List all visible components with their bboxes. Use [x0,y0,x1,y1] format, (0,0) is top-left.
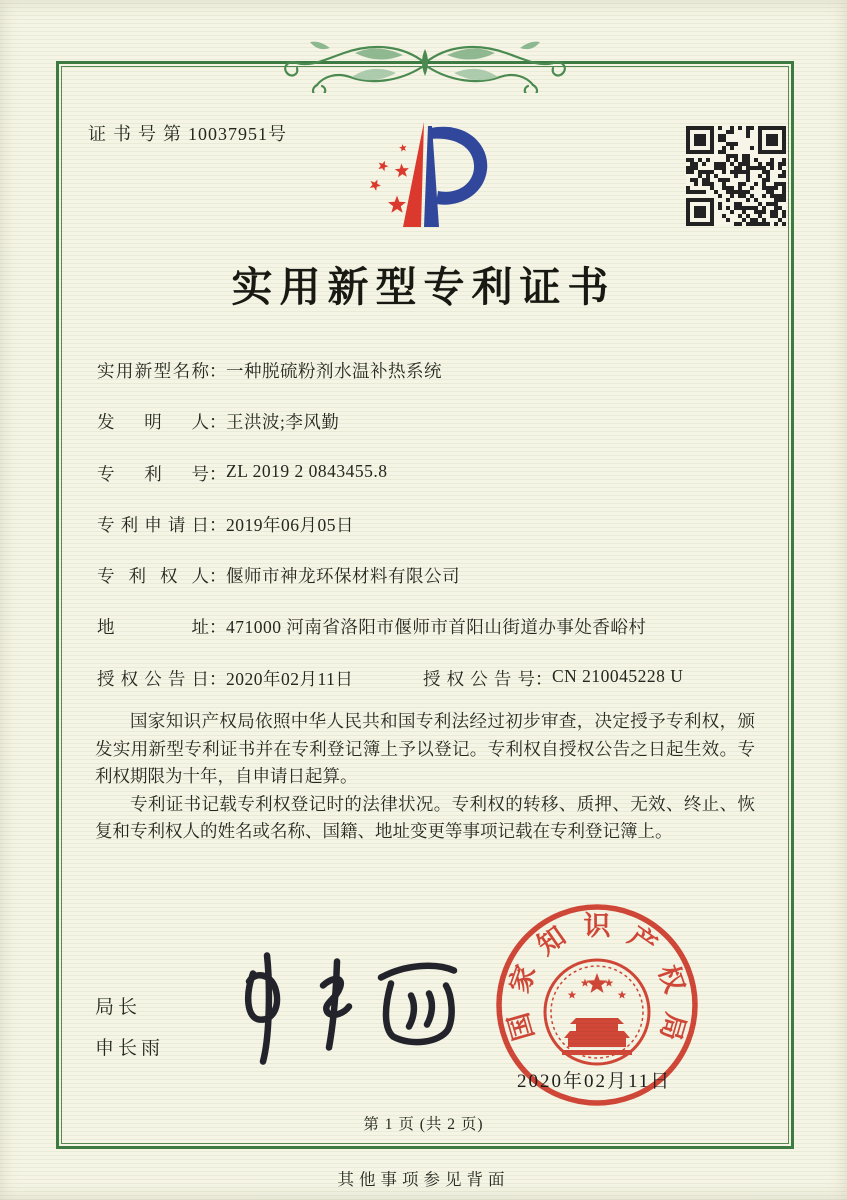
flourish-center-leaf [422,49,428,76]
paragraph: 专利证书记载专利权登记时的法律状况。专利权的转移、质押、无效、终止、恢复和专利权人的姓名或名称、国籍、地址变更等事项记载在专利登记簿上。 [95,793,755,841]
field-label: 实用新型名称 [97,361,209,381]
field-label: 地址 [97,617,209,638]
national-emblem-icon [545,960,649,1064]
legal-text [95,708,755,846]
grant-no-value: CN 210045228 U [552,666,684,686]
field-row-address [97,614,757,665]
svg-text:家: 家 [504,961,542,997]
field-row-patentee [97,563,757,614]
field-row-patent-no [97,461,757,512]
field-colon: ： [209,566,227,587]
grant-date-label: 授权公告日 [97,669,209,689]
field-colon: ： [209,361,227,381]
director-name: 申长雨 [95,1038,165,1059]
director-title: 局长 [95,997,142,1018]
field-colon: ： [209,617,227,638]
svg-text:产: 产 [622,920,663,961]
vine-flourish-icon [282,33,568,93]
field-row-name [97,358,757,409]
logo-p-bowl [429,127,487,205]
cert-number [88,120,293,146]
logo-stars [370,144,409,213]
grant-row [97,666,787,691]
field-colon: ： [209,669,227,689]
logo-red-wedge [403,122,424,227]
certificate-title: 实用新型专利证书 [231,264,616,310]
field-colon: ： [209,463,227,484]
field-label: 专利权人 [97,566,209,587]
grant-date-value: 2020年02月11日 [226,669,354,689]
cert-number-suffix: 号 [268,124,293,144]
svg-text:知: 知 [531,920,572,961]
field-value: 偃师市神龙环保材料有限公司 [226,566,460,587]
page-number: 第 1 页 (共 2 页) [363,1116,484,1133]
cert-number-digits: 10037951 [188,124,268,144]
field-colon: ： [209,514,227,535]
svg-text:识: 识 [583,911,611,942]
field-value: 471000 河南省洛阳市偃师市首阳山街道办事处香峪村 [226,617,647,638]
qr-code [686,126,786,226]
cnipa-logo-icon [337,108,512,238]
field-value: 王洪波;李风勤 [226,412,340,433]
handwritten-signature-icon [215,942,465,1070]
grant-no-label: 授权公告号 [423,669,535,689]
field-colon: ： [535,669,553,689]
svg-text:局: 局 [654,1009,691,1044]
field-colon: ： [209,412,227,433]
svg-text:权: 权 [652,961,690,997]
field-label: 发明人 [97,412,209,433]
field-value: ZL 2019 2 0843455.8 [226,460,388,481]
field-value: 一种脱硫粉剂水温补热系统 [226,361,442,381]
field-label: 专利申请日 [97,514,209,535]
fields-list [97,358,757,666]
field-value: 2019年06月05日 [226,514,354,535]
cert-number-prefix: 证书号第 [88,124,188,144]
field-row-inventors [97,409,757,460]
svg-text:国: 国 [503,1009,540,1044]
field-label: 专利号 [97,463,209,484]
field-row-filing-date [97,512,757,563]
paragraph: 国家知识产权局依照中华人民共和国专利法经过初步审查，决定授予专利权，颁发实用新型专利证书并在专利登记簿上予以登记。专利权自授权公告之日起生效。专利权期限为十年，自申请日起算。 [95,711,755,786]
back-note: 其他事项参见背面 [337,1170,510,1189]
logo-blue-bar [424,126,439,227]
seal-date: 2020年02月11日 [517,1071,672,1092]
